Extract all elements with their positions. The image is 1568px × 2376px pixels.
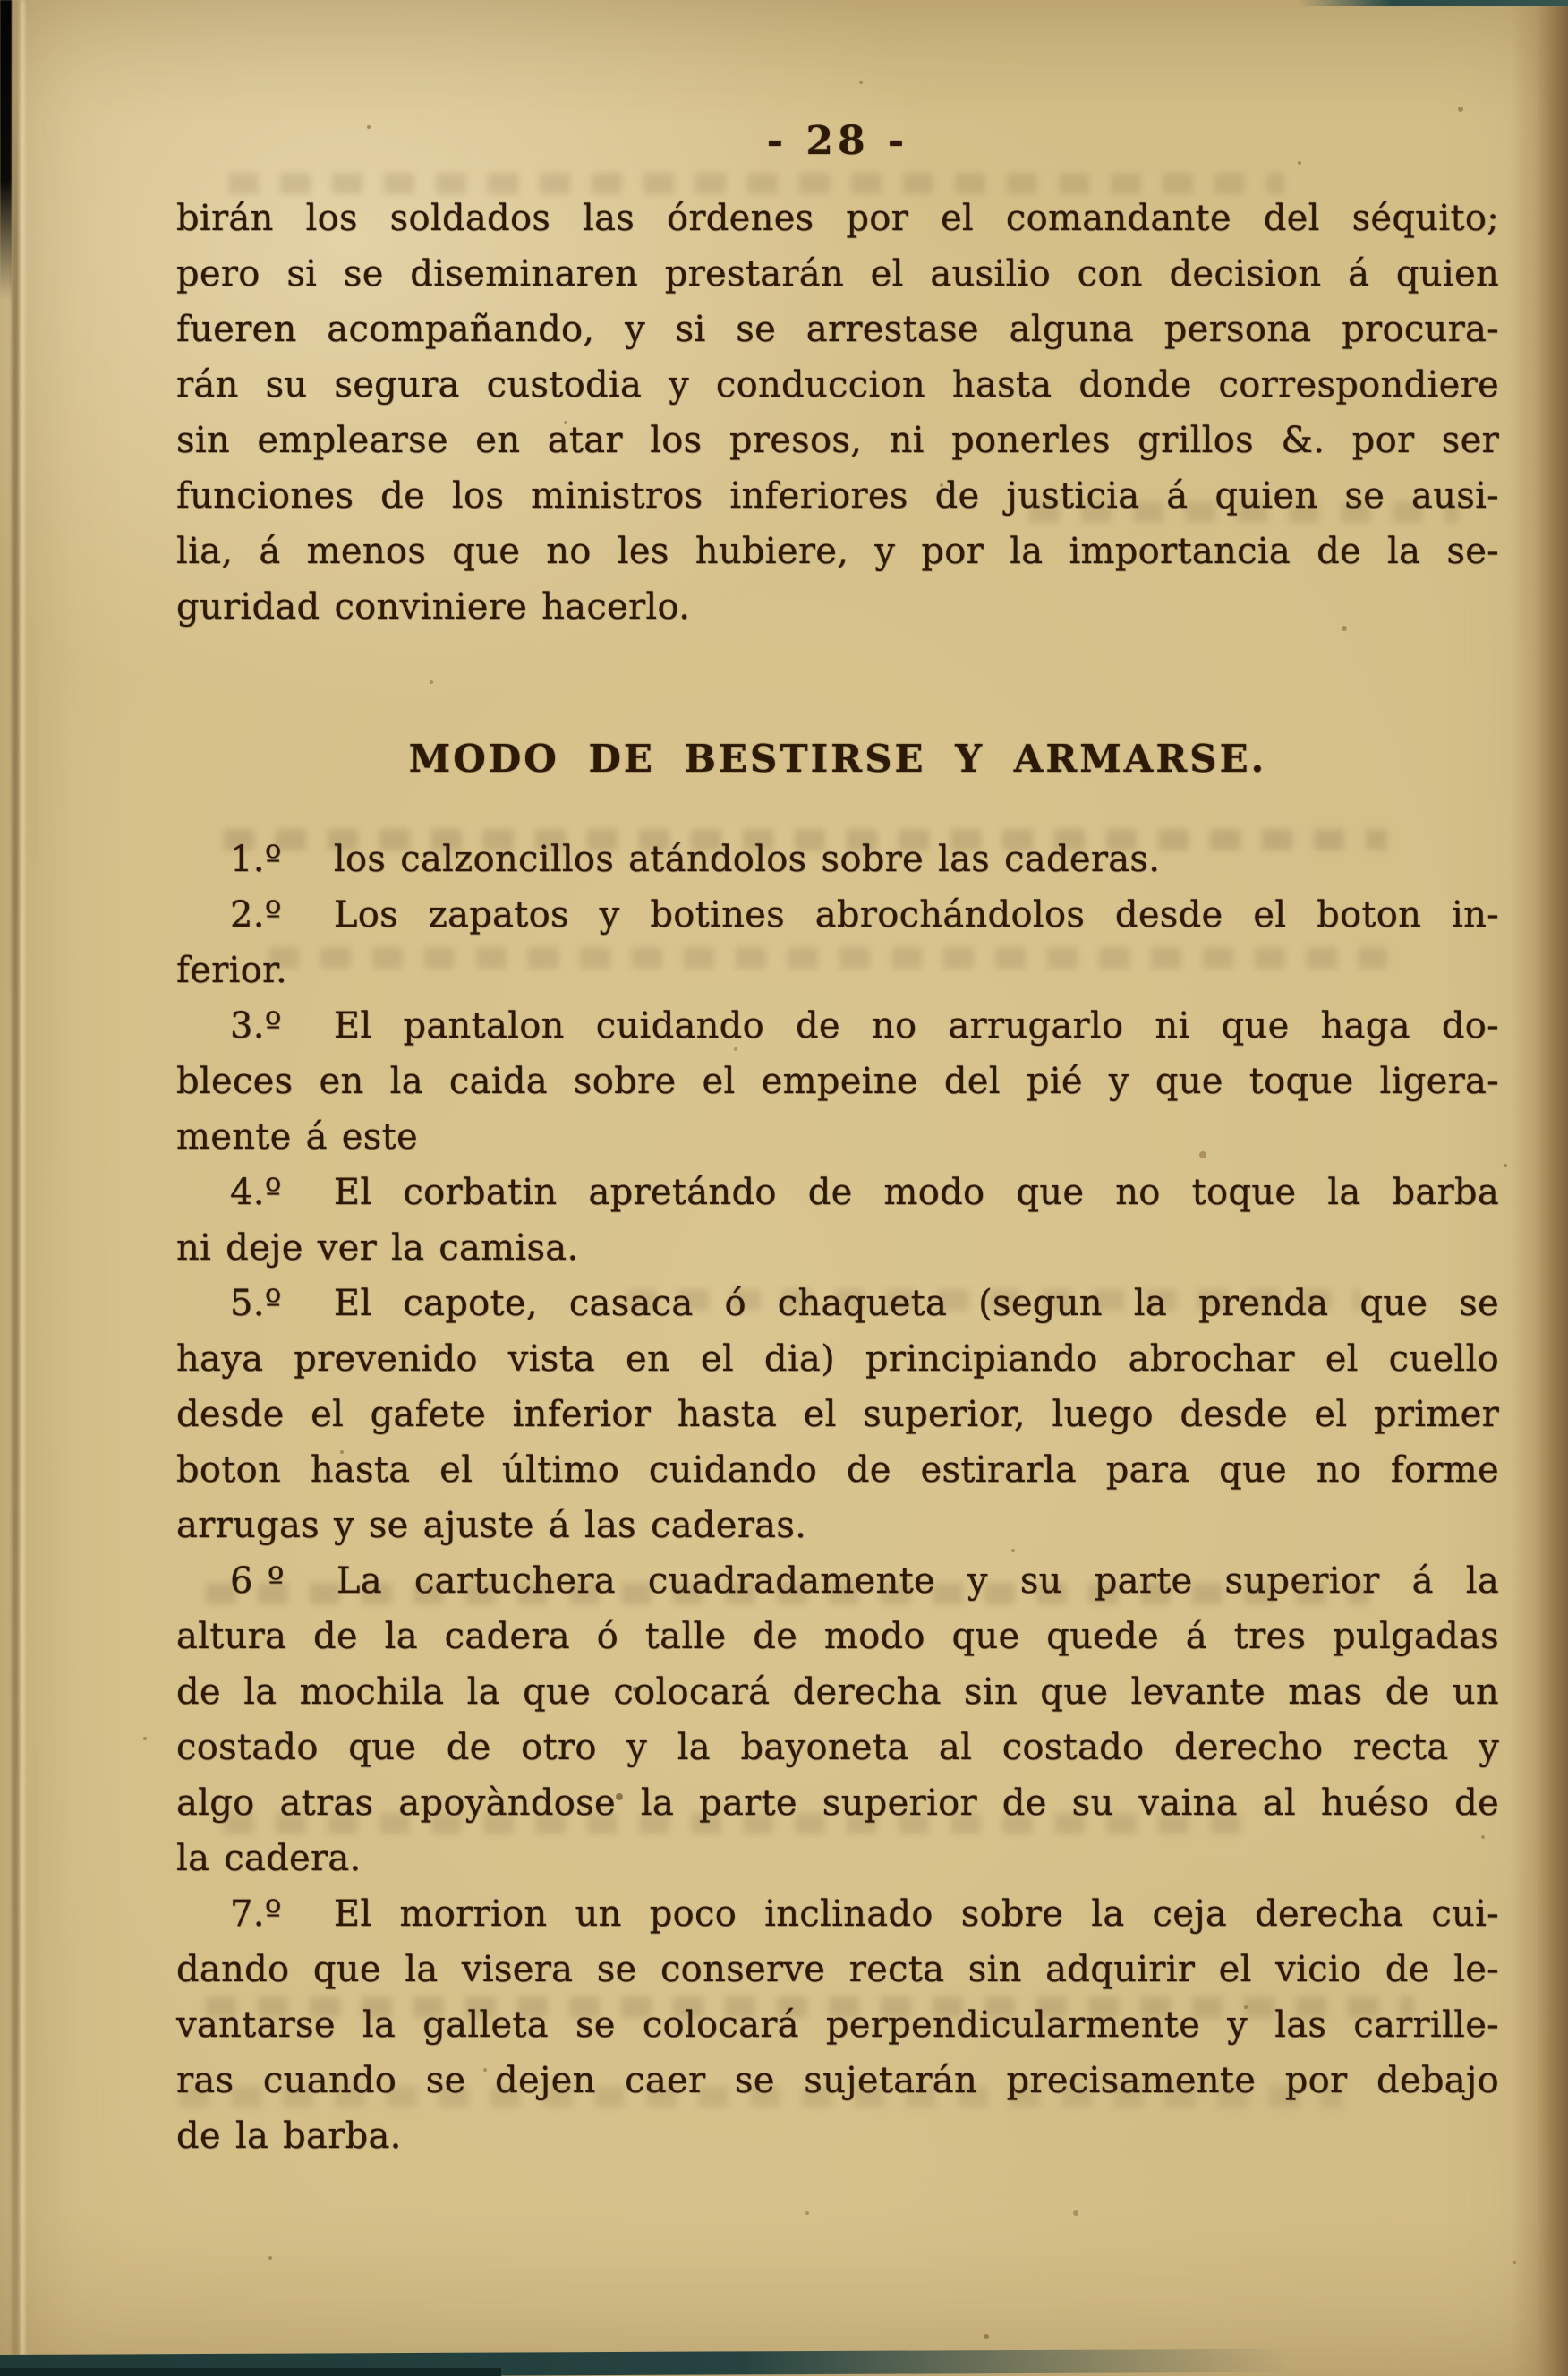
text-line <box>176 832 1499 887</box>
item-number: 7.º <box>230 1893 282 1935</box>
text-line: de la mochila la que colocará derecha sin que levante mas de un <box>176 1671 1499 1713</box>
text-line: la cadera. <box>176 1838 362 1879</box>
text-line <box>176 1165 1499 1220</box>
item-text: El morrion un poco inclinado sobre la ceja derecha cui- <box>333 1893 1499 1935</box>
page-crease-highlight <box>21 0 25 2376</box>
item-text: Los zapatos y botines abrochándolos desde el boton in- <box>333 894 1499 936</box>
text-line: de la barba. <box>176 2115 402 2157</box>
page-number: - 28 - <box>766 118 909 164</box>
text-line: dando que la visera se conserve recta sin adquirir el vicio de le- <box>176 1949 1499 1990</box>
list-item <box>176 1165 1499 1276</box>
text-line: haya prevenido vista en el dia) principiando abrochar el cuello <box>176 1338 1499 1380</box>
text-line: ni deje ver la camisa. <box>176 1227 579 1269</box>
text-line: sin emplearse en atar los presos, ni ponerles grillos &. por ser <box>176 420 1499 461</box>
item-text: El capote, casaca ó chaqueta (segun la prenda que se <box>333 1283 1499 1324</box>
body-paragraph <box>176 191 1499 635</box>
text-line <box>176 887 1499 943</box>
item-text: El pantalon cuidando de no arrugarlo ni que haga do- <box>333 1005 1499 1047</box>
item-number: 4.º <box>230 1172 282 1213</box>
section-heading: MODO DE BESTIRSE Y ARMARSE. <box>408 737 1267 781</box>
text-line: ras cuando se dejen caer se sujetarán precisamente por debajo <box>176 2060 1499 2101</box>
list-item <box>176 832 1499 887</box>
list-item <box>176 1553 1499 1886</box>
text-line <box>176 998 1499 1054</box>
item-number: 3.º <box>230 1005 282 1047</box>
item-text: El corbatin apretándo de modo que no toque la barba <box>333 1172 1499 1213</box>
list-item <box>176 1886 1499 2164</box>
scan-edge-left-black <box>0 0 12 300</box>
text-line: costado que de otro y la bayoneta al costado derecho recta y <box>176 1727 1499 1768</box>
text-line: bleces en la caida sobre el empeine del pié y que toque ligera- <box>176 1061 1499 1102</box>
text-line: guridad conviniere hacerlo. <box>176 586 691 628</box>
numbered-list <box>176 832 1499 2164</box>
item-number: 5.º <box>230 1283 282 1324</box>
text-line: arrugas y se ajuste á las caderas. <box>176 1505 807 1546</box>
text-line: altura de la cadera ó talle de modo que quede á tres pulgadas <box>176 1616 1499 1657</box>
text-line: pero si se diseminaren prestarán el ausilio con decision á quien <box>176 253 1499 295</box>
text-line: mente á este <box>176 1116 418 1158</box>
item-number: 1.º <box>230 839 282 880</box>
page-content <box>176 116 1499 2164</box>
text-line <box>176 1553 1499 1609</box>
item-number: 2.º <box>230 894 282 936</box>
page-crease-shadow <box>12 0 19 2376</box>
text-line <box>176 1276 1499 1331</box>
list-item <box>176 887 1499 998</box>
list-item <box>176 1276 1499 1553</box>
scan-edge-bottom-dark <box>0 2368 501 2376</box>
text-line: fueren acompañando, y si se arrestase alguna persona procura- <box>176 309 1499 350</box>
item-text: La cartuchera cuadradamente y su parte superior á la <box>336 1560 1499 1602</box>
text-line: lia, á menos que no les hubiere, y por la importancia de la se- <box>176 531 1499 572</box>
list-item <box>176 998 1499 1165</box>
text-line <box>176 1886 1499 1942</box>
item-number: 6 º <box>230 1560 285 1602</box>
text-line: desde el gafete inferior hasta el superior, luego desde el primer <box>176 1394 1499 1435</box>
scan-edge-top <box>1298 0 1568 6</box>
item-text: los calzoncillos atándolos sobre las caderas. <box>333 839 1161 880</box>
text-line: vantarse la galleta se colocará perpendicularmente y las carrille- <box>176 2004 1499 2046</box>
text-line: rán su segura custodia y conduccion hasta donde correspondiere <box>176 364 1499 406</box>
text-line: funciones de los ministros inferiores de justicia á quien se ausi- <box>176 475 1499 517</box>
text-line: birán los soldados las órdenes por el comandante del séquito; <box>176 198 1499 239</box>
text-line: boton hasta el último cuidando de estirarla para que no forme <box>176 1449 1499 1491</box>
text-line: ferior. <box>176 950 288 991</box>
text-line: algo atras apoyàndose la parte superior de su vaina al huéso de <box>176 1782 1499 1824</box>
book-fore-edge <box>1511 0 1568 2376</box>
